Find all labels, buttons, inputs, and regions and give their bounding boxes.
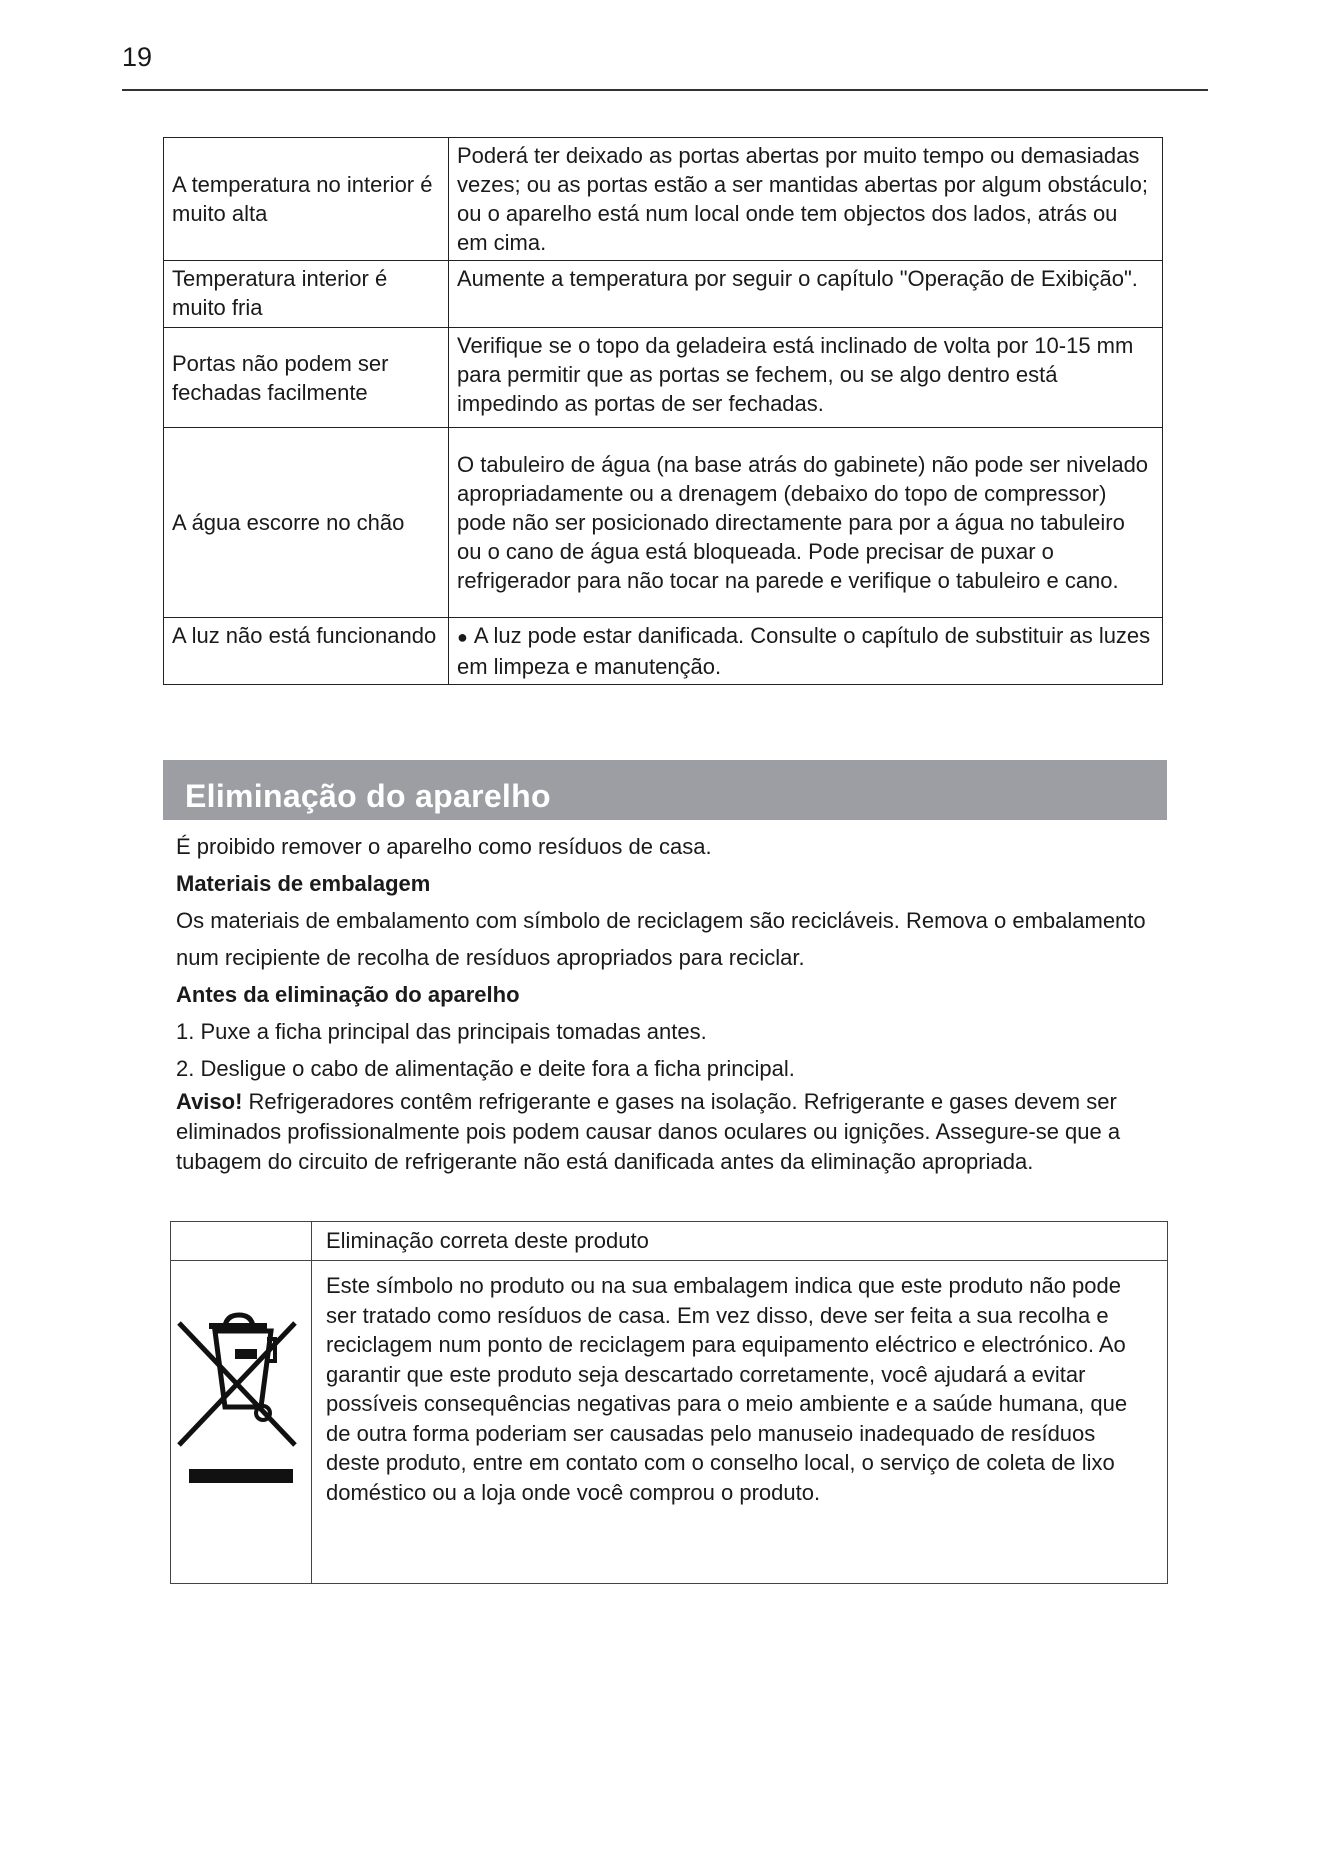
solution-cell: Poderá ter deixado as portas abertas por muito tempo ou demasiadas vezes; ou as portas estão a ser mantidas abertas por algum obstáculo; ou o aparelho está num local onde tem objectos dos lados, atrás ou em cima.	[449, 138, 1163, 261]
packaging-text: Os materiais de embalamento com símbolo de reciclagem são recicláveis. Remova o embalamento num recipiente de recolha de resíduos apropriados para reciclar.	[176, 908, 1146, 970]
solution-cell: Aumente a temperatura por seguir o capítulo "Operação de Exibição".	[449, 261, 1163, 328]
problem-cell: Portas não podem ser fechadas facilmente	[164, 328, 449, 428]
table-row	[164, 618, 1163, 685]
solution-cell	[449, 618, 1163, 685]
warning-paragraph	[176, 1087, 1186, 1177]
step-item: 2. Desligue o cabo de alimentação e deite fora a ficha principal.	[176, 1056, 795, 1081]
problem-cell: A luz não está funcionando	[164, 618, 449, 685]
weee-heading: Eliminação correta deste produto	[312, 1222, 1168, 1261]
solution-text: A luz pode estar danificada. Consulte o capítulo de substituir as luzes em limpeza e manutenção.	[457, 623, 1151, 679]
table-row	[171, 1261, 1168, 1584]
table-row	[164, 428, 1163, 618]
table-row	[164, 138, 1163, 261]
table-row	[164, 328, 1163, 428]
solution-cell: Verifique se o topo da geladeira está inclinado de volta por 10-15 mm para permitir que as portas se fechem, ou se algo dentro está impedindo as portas de ser fechadas.	[449, 328, 1163, 428]
problem-cell: A água escorre no chão	[164, 428, 449, 618]
table-row	[164, 261, 1163, 328]
problem-cell: Temperatura interior é muito fria	[164, 261, 449, 328]
weee-table	[170, 1221, 1168, 1584]
step-item: 1. Puxe a ficha principal das principais tomadas antes.	[176, 1019, 707, 1044]
symbol-cell	[171, 1261, 312, 1584]
weee-text: Este símbolo no produto ou na sua embalagem indica que este produto não pode ser tratado como resíduos de casa. Em vez disso, deve ser feita a sua recolha e reciclagem num ponto de reciclagem para equipamento eléctrico e electrónico. Ao garantir que este produto seja descartado corretamente, você ajudará a evitar possíveis consequências negativas para o meio ambiente e a saúde humana, que de outra forma poderiam ser causadas pelo manuseio inadequado de resíduos deste produto, entre em contato com o conselho local, o serviço de coleta de lixo doméstico ou a loja onde você comprou o produto.	[312, 1261, 1168, 1584]
section-header	[163, 760, 1167, 820]
before-disposal-heading: Antes da eliminação do aparelho	[176, 982, 520, 1007]
page-number: 19	[122, 42, 153, 72]
disposal-section	[176, 828, 1186, 1177]
table-row	[171, 1222, 1168, 1261]
solution-cell: O tabuleiro de água (na base atrás do gabinete) não pode ser nivelado apropriadamente ou a drenagem (debaixo do topo de compressor) pode não ser posicionado directamente para por a água no tabuleiro ou o cano de água está bloqueada. Pode precisar de puxar o refrigerador para não tocar na parede e verifique o tabuleiro e cano.	[449, 428, 1163, 618]
empty-cell	[171, 1222, 312, 1261]
troubleshooting-table	[163, 137, 1163, 685]
header-divider	[122, 89, 1208, 91]
bullet-icon: ●	[457, 627, 468, 647]
crossed-out-wheelie-bin-icon	[175, 1283, 303, 1483]
warning-label: Aviso!	[176, 1089, 243, 1114]
intro-text: É proibido remover o aparelho como resíduos de casa.	[176, 834, 712, 859]
warning-text: Refrigeradores contêm refrigerante e gases na isolação. Refrigerante e gases devem ser eliminados profissionalmente pois podem causar danos oculares ou ignições. Assegure-se que a tubagem do circuito de refrigerante não está danificada antes da eliminação apropriada.	[176, 1089, 1121, 1174]
problem-cell: A temperatura no interior é muito alta	[164, 138, 449, 261]
section-title: Eliminação do aparelho	[185, 778, 551, 814]
packaging-heading: Materiais de embalagem	[176, 871, 431, 896]
